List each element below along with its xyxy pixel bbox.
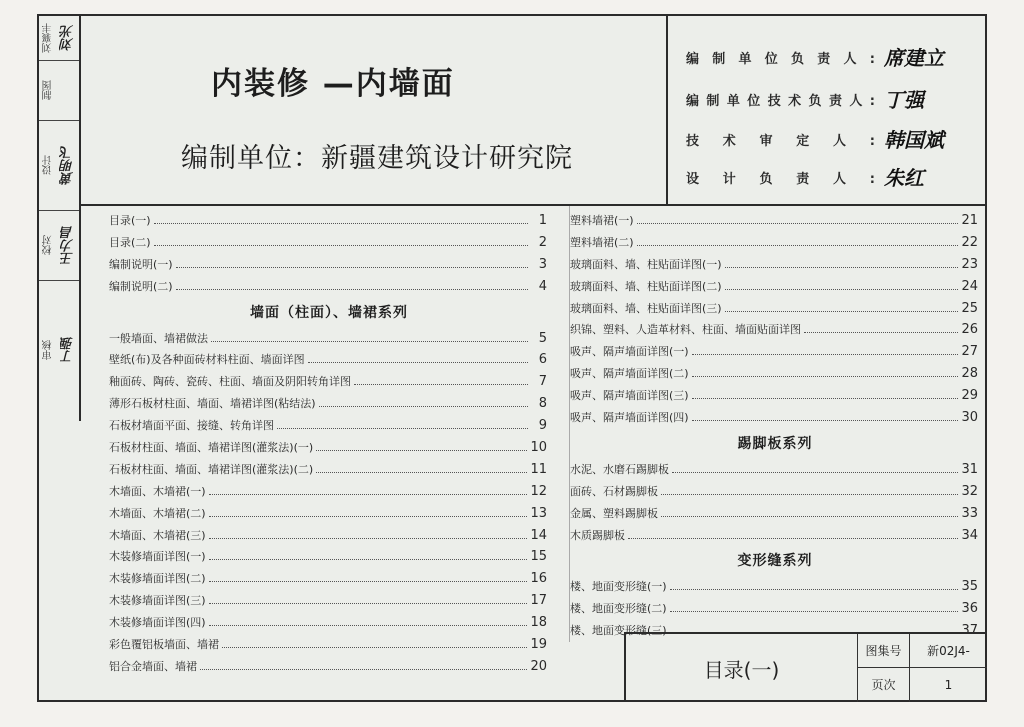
toc-title: 薄形石板材柱面、墙面、墙裙详图(粘结法) [109, 397, 316, 411]
toc-row[interactable] [109, 568, 549, 590]
toc-row[interactable] [109, 393, 549, 415]
toc-row[interactable] [109, 634, 549, 656]
toc-row[interactable] [570, 525, 980, 547]
toc-page: 18 [530, 615, 547, 631]
toc-title: 木装修墙面详图(四) [109, 616, 206, 630]
page-subtitle: 编制单位：新疆建筑设计研究院 [181, 143, 573, 174]
section-heading: 变形缝系列 [737, 553, 813, 570]
toc-page: 2 [538, 234, 547, 250]
toc-title: 木装修墙面详图(二) [109, 572, 206, 586]
toc-row[interactable] [570, 319, 980, 341]
responsible-signature: 丁强 [884, 88, 924, 112]
stamp-label: 制图 [43, 80, 54, 101]
page-number-label: 页次 [858, 668, 910, 702]
toc-row[interactable] [109, 210, 549, 232]
toc-page: 19 [530, 637, 547, 653]
toc-row[interactable] [109, 437, 549, 459]
toc-page: 13 [530, 505, 547, 521]
toc-page: 10 [530, 440, 547, 456]
toc-page: 28 [961, 366, 978, 382]
toc-row[interactable] [570, 503, 980, 525]
responsible-persons [666, 16, 987, 204]
stamp-signature: 王力昌 [61, 226, 76, 265]
toc-page: 22 [961, 234, 978, 250]
toc-title: 木质踢脚板 [570, 528, 625, 542]
toc-page: 14 [530, 527, 547, 543]
responsible-signature: 朱红 [884, 166, 924, 190]
toc-page: 17 [530, 593, 547, 609]
toc-title: 楼、地面变形缝(一) [570, 580, 667, 594]
toc-title: 金属、塑料踢脚板 [570, 506, 658, 520]
toc-row[interactable] [570, 276, 980, 298]
responsible-signature: 席建立 [884, 46, 944, 70]
toc-title: 木装修墙面详图(三) [109, 594, 206, 608]
stamp-label: 校对 [43, 235, 54, 256]
toc-page: 12 [530, 483, 547, 499]
toc-page: 23 [961, 256, 978, 272]
toc-row[interactable] [570, 363, 980, 385]
responsible-row [686, 162, 986, 194]
toc-page: 15 [530, 549, 547, 565]
toc-row[interactable] [570, 576, 980, 598]
stamp-signature [59, 65, 77, 116]
toc-page: 34 [961, 527, 978, 543]
toc-title: 石板材柱面、墙面、墙裙详图(灌浆法)(二) [109, 462, 314, 476]
toc-page: 24 [961, 278, 978, 294]
toc-page: 32 [961, 483, 978, 499]
toc-row[interactable] [570, 210, 980, 232]
toc-row[interactable] [109, 459, 549, 481]
drawing-sheet [37, 14, 987, 702]
toc-title: 木墙面、木墙裙(二) [109, 506, 206, 520]
toc-row[interactable] [570, 459, 980, 481]
toc-title: 楼、地面变形缝(三) [570, 624, 667, 638]
toc-title: 水泥、水磨石踢脚板 [570, 462, 669, 476]
toc-page: 1 [538, 213, 547, 228]
stamp-label: 刘襄丰 [43, 23, 54, 53]
stamp-cell [39, 61, 79, 121]
toc-row[interactable] [109, 525, 549, 547]
toc-row[interactable] [570, 298, 980, 320]
responsible-label: 编制单位负责人: [686, 52, 876, 67]
stamp-label: 审核 [43, 340, 54, 360]
toc-title: 一般墙面、墙裙做法 [109, 331, 208, 345]
toc-row[interactable] [109, 546, 549, 568]
toc-title: 石板材柱面、墙面、墙裙详图(灌浆法)(一) [109, 441, 314, 455]
toc-row[interactable] [109, 232, 549, 254]
section-heading: 踢脚板系列 [737, 435, 813, 452]
toc-row[interactable] [570, 385, 980, 407]
toc-page: 5 [538, 330, 547, 346]
stamp-cell [39, 16, 79, 61]
toc-title: 木墙面、木墙裙(一) [109, 484, 206, 498]
toc-title: 织锦、塑料、人造革材料、柱面、墙面贴面详图 [570, 323, 801, 337]
responsible-label: 设计负责人: [686, 172, 876, 187]
toc-page: 7 [538, 374, 547, 390]
toc-title: 玻璃面料、墙、柱贴面详图(二) [570, 279, 722, 293]
stamp-signature: 丁强 [61, 337, 76, 363]
page-title: 内装修 —内墙面 [211, 66, 455, 102]
toc-page: 21 [961, 213, 978, 228]
toc-title: 壁纸(布)及各种面砖材料柱面、墙面详图 [109, 353, 305, 367]
toc-right-column [569, 206, 980, 642]
responsible-signature: 韩国斌 [884, 128, 944, 152]
toc-left-column [109, 206, 549, 678]
stamp-signature: 刘光 [61, 25, 76, 51]
toc-row[interactable] [109, 590, 549, 612]
stamp-cell [39, 211, 79, 281]
toc-page: 29 [961, 388, 978, 404]
toc-title: 铝合金墙面、墙裙 [109, 659, 197, 673]
toc-page: 31 [961, 461, 978, 477]
toc-title: 石板材墙面平面、接缝、转角详图 [109, 419, 274, 433]
responsible-row [686, 42, 986, 74]
toc-row[interactable] [570, 407, 980, 429]
responsible-label: 技术审定人: [686, 134, 876, 149]
toc-row[interactable] [109, 328, 549, 350]
toc-title: 木装修墙面详图(一) [109, 550, 206, 564]
toc-row[interactable] [109, 371, 549, 393]
toc-title: 吸声、隔声墙面详图(三) [570, 389, 689, 403]
toc-title: 木墙面、木墙裙(三) [109, 528, 206, 542]
toc-page: 27 [961, 344, 978, 360]
toc-title: 玻璃面料、墙、柱贴面详图(三) [570, 301, 722, 315]
page-number-value: 1 [944, 678, 953, 692]
toc-title: 釉面砖、陶砖、瓷砖、柱面、墙面及阴阳转角详图 [109, 375, 351, 389]
toc-page: 30 [961, 410, 978, 426]
toc-page: 16 [530, 571, 547, 587]
toc-row[interactable] [109, 481, 549, 503]
section-heading: 墙面（柱面）、墙裙系列 [250, 304, 408, 321]
toc-page: 20 [530, 658, 547, 674]
toc-row[interactable] [570, 254, 980, 276]
toc-title: 编制说明(一) [109, 257, 173, 271]
toc-page: 9 [538, 418, 547, 434]
toc-title: 塑料墙裙(二) [570, 235, 634, 249]
stamp-label: 设计 [43, 155, 54, 176]
responsible-label: 编制单位技术负责人: [686, 94, 876, 109]
stamp-cell [39, 121, 79, 211]
toc-row[interactable] [109, 254, 549, 276]
toc-title: 吸声、隔声墙面详图(二) [570, 367, 689, 381]
sheet-name: 目录(一) [626, 634, 858, 702]
toc-row[interactable] [109, 656, 549, 678]
toc-page: 11 [530, 461, 547, 477]
toc-title: 吸声、隔声墙面详图(四) [570, 411, 689, 425]
toc-page: 33 [961, 505, 978, 521]
toc-row[interactable] [109, 612, 549, 634]
title-block [624, 632, 987, 702]
toc-row[interactable] [109, 349, 549, 371]
toc-title: 编制说明(二) [109, 279, 173, 293]
toc-page: 35 [961, 579, 978, 595]
toc-page: 8 [538, 396, 547, 412]
stamp-signature: 黄明飞 [61, 146, 76, 185]
toc-page: 6 [538, 352, 547, 368]
toc-title: 目录(二) [109, 235, 151, 249]
stamp-cell [39, 281, 79, 419]
responsible-row [686, 84, 986, 116]
toc-title: 面砖、石材踢脚板 [570, 484, 658, 498]
toc-title: 目录(一) [109, 214, 151, 227]
atlas-number-value: 新02J4- [910, 634, 987, 668]
toc-row[interactable] [570, 341, 980, 363]
toc-title: 吸声、隔声墙面详图(一) [570, 345, 689, 359]
toc-row[interactable] [570, 232, 980, 254]
toc-row[interactable] [570, 598, 980, 620]
atlas-number-label: 图集号 [858, 634, 910, 668]
toc-page: 36 [961, 601, 978, 617]
toc-page: 3 [538, 256, 547, 272]
toc-page: 37 [961, 623, 978, 639]
toc-page: 25 [961, 300, 978, 316]
responsible-row [686, 124, 986, 156]
toc-title: 楼、地面变形缝(二) [570, 602, 667, 616]
toc-row[interactable] [570, 481, 980, 503]
toc-title: 塑料墙裙(一) [570, 214, 634, 227]
toc-row[interactable] [109, 276, 549, 298]
toc-row[interactable] [109, 503, 549, 525]
toc-page: 26 [961, 322, 978, 338]
approval-stamp-column [39, 16, 81, 421]
toc-title: 彩色覆铝板墙面、墙裙 [109, 638, 219, 652]
header [81, 16, 987, 206]
toc-title: 玻璃面料、墙、柱贴面详图(一) [570, 257, 722, 271]
toc-page: 4 [538, 278, 547, 294]
toc-row[interactable] [109, 415, 549, 437]
